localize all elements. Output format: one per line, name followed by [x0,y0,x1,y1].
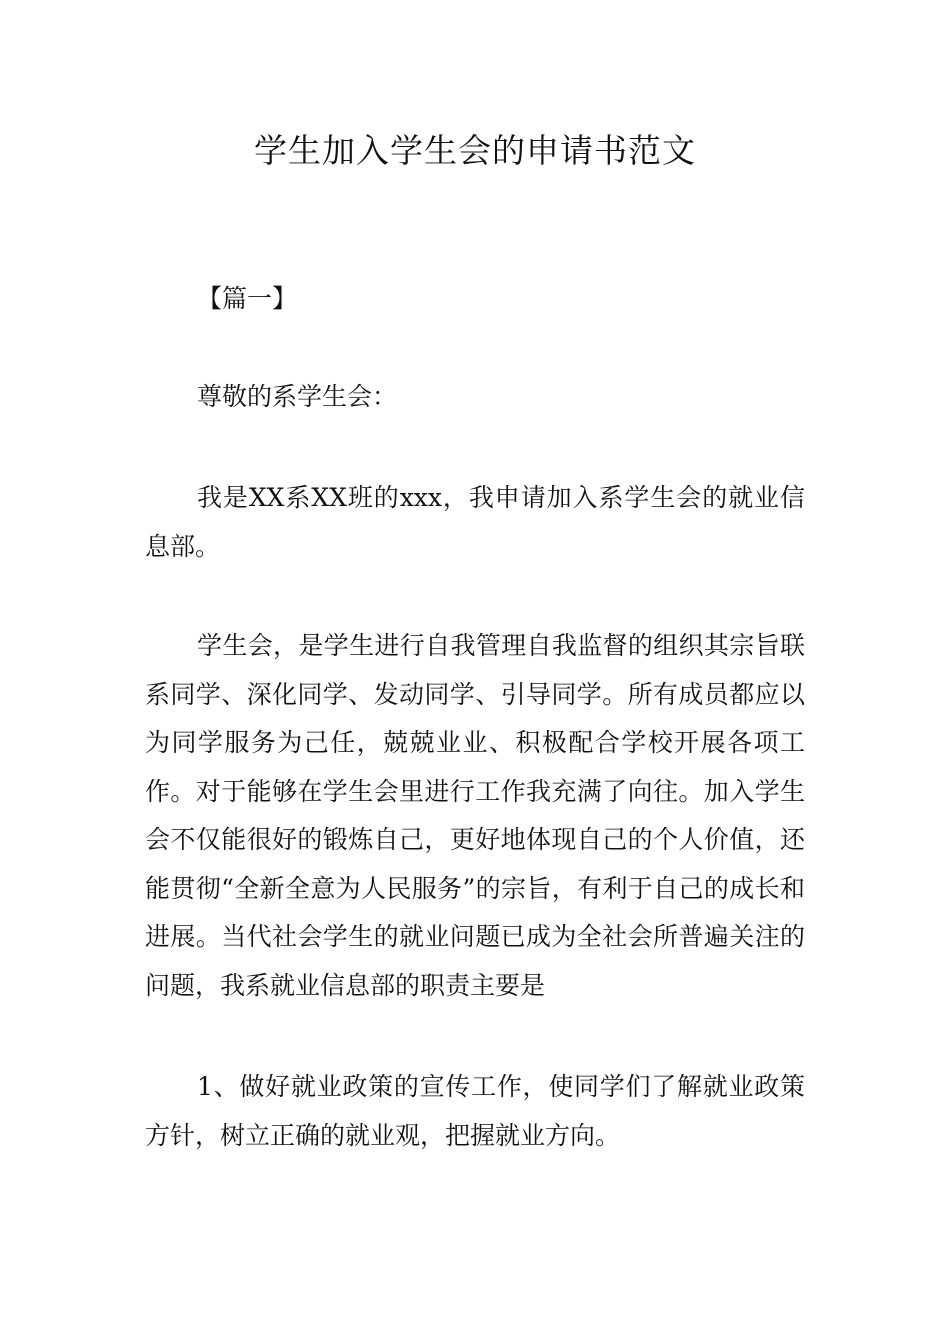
section-label: 【篇一】 [197,284,298,313]
paragraph-duty-1: 1、做好就业政策的宣传工作，使同学们了解就业政策方针，树立正确的就业观，把握就业方向。 [145,1072,805,1150]
paragraph-student-union: 学生会，是学生进行自我管理自我监督的组织其宗旨联系同学、深化同学、发动同学、引导同学。所有成员都应以为同学服务为己任，兢兢业业、积极配合学校开展各项工作。对于能够在学生会里进行工作我充满了向往。加入学生会不仅能很好的锻炼自己，更好地体现自己的个人价值，还能贯彻“全新全意为人民服务”的宗旨，有利于自己的成长和进展。当代社会学生的就业问题已成为全社会所普遍关注的问题，我系就业信息部的职责主要是 [145,631,805,1000]
paragraph-intro: 我是XX系XX班的xxx，我申请加入系学生会的就业信息部。 [145,483,805,561]
document-title: 学生加入学生会的申请书范文 [254,131,696,170]
salutation: 尊敬的系学生会： [197,382,398,411]
